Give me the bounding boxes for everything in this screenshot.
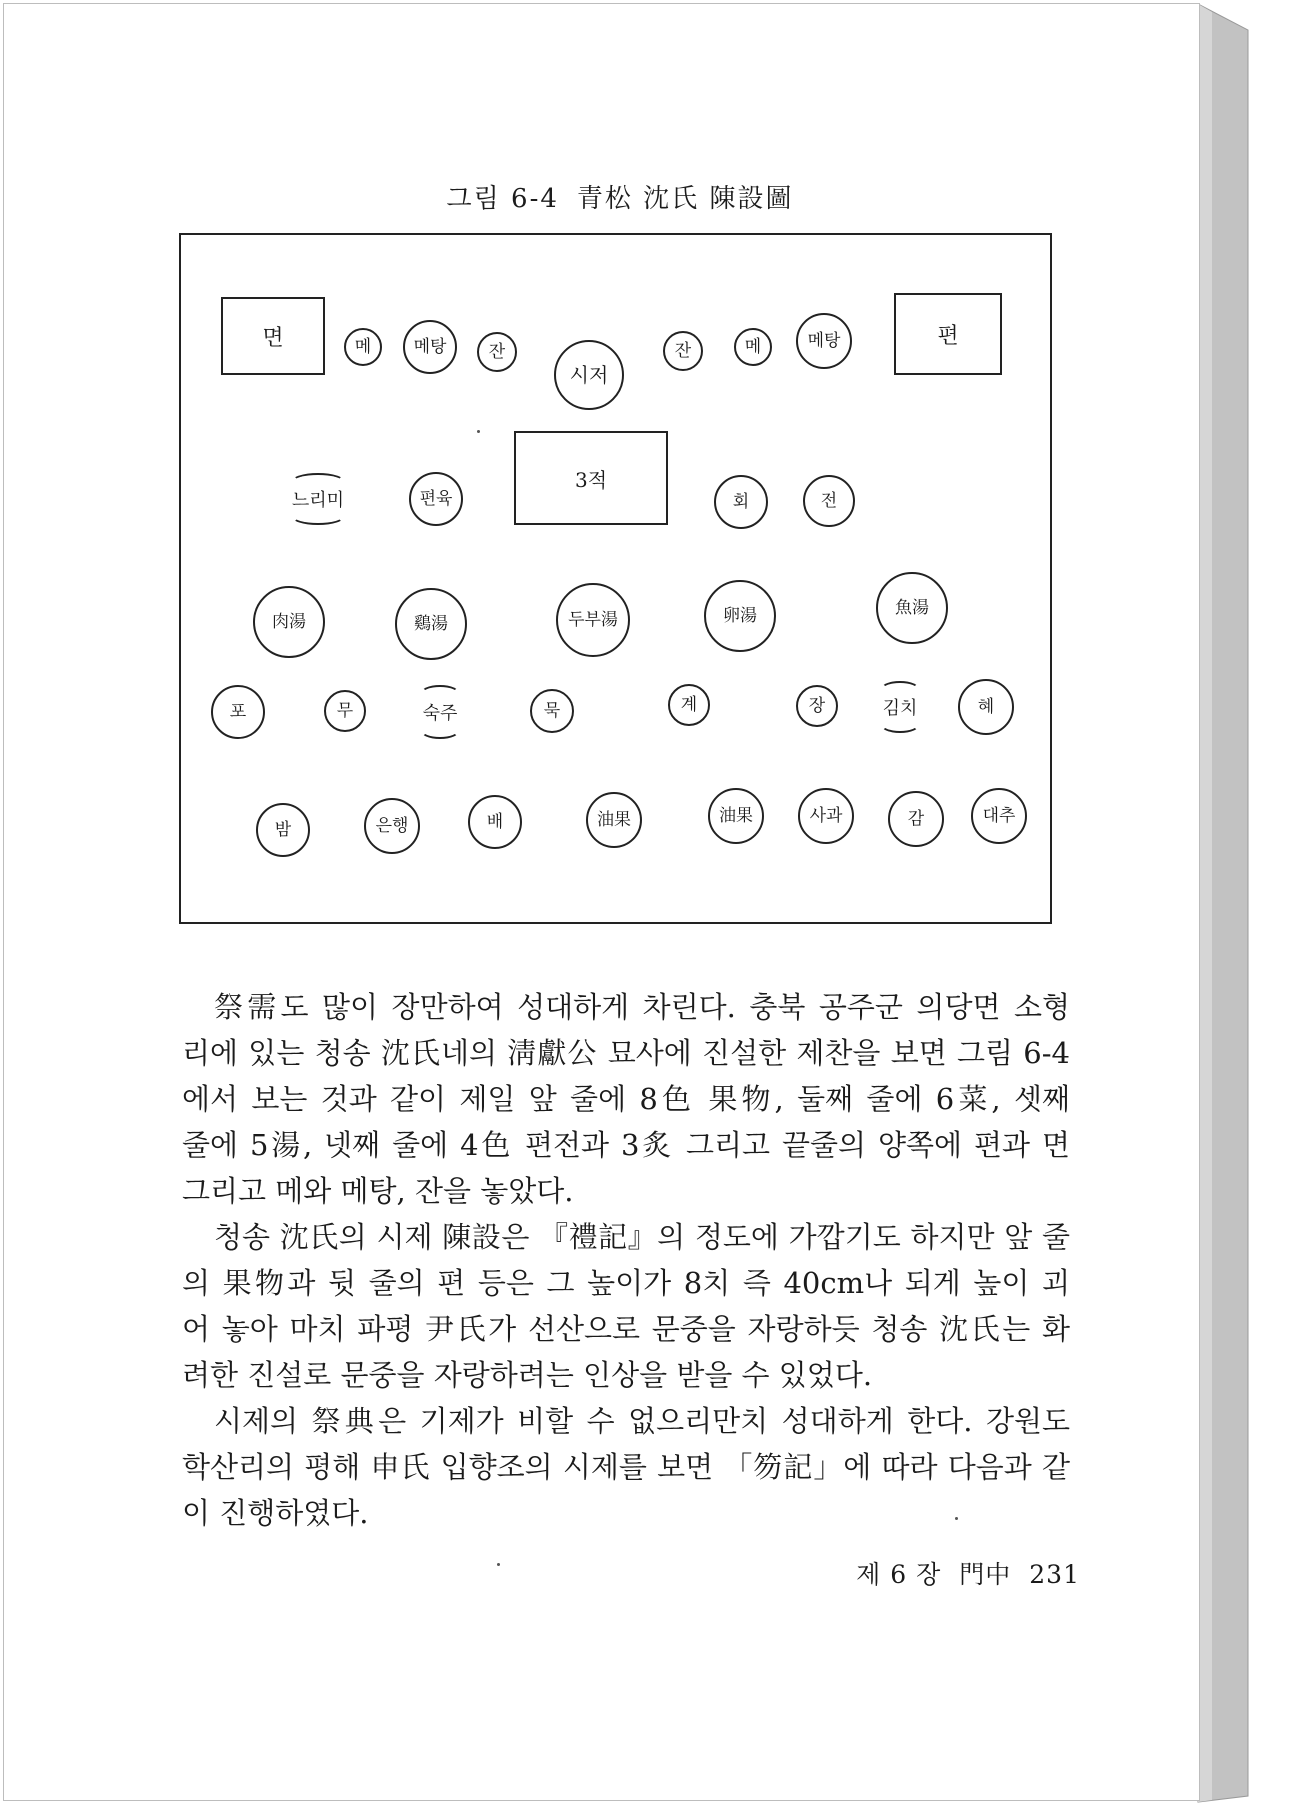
body-line: 청송 沈氏의 시제 陳設은 『禮記』의 정도에 가깝기도 하지만 앞 줄 xyxy=(214,1220,1070,1254)
dish: 잔 xyxy=(663,331,703,371)
body-line: 에서 보는 것과 같이 제일 앞 줄에 8色 果物, 둘째 줄에 6菜, 셋째 xyxy=(182,1082,1070,1116)
dish-fruit: 사과 xyxy=(798,788,854,844)
dish-fruit: 배 xyxy=(468,795,522,849)
body-line: 리에 있는 청송 沈氏네의 淸獻公 묘사에 진설한 제찬을 보면 그림 6-4 xyxy=(182,1036,1070,1070)
dish-rect-rice-cake: 편 xyxy=(894,293,1002,375)
figure-number: 그림 6-4 xyxy=(446,184,559,214)
page-footer xyxy=(820,1555,1080,1591)
dish-soup: 魚湯 xyxy=(876,572,948,644)
dish: 메 xyxy=(344,328,382,366)
body-line: 줄에 5湯, 넷째 줄에 4色 편전과 3炙 그리고 끝줄의 양쪽에 편과 면 xyxy=(182,1128,1070,1162)
body-line: 祭需도 많이 장만하여 성대하게 차린다. 충북 공주군 의당면 소형 xyxy=(214,990,1070,1024)
dish: 포 xyxy=(211,685,265,739)
dish-soup: 卵湯 xyxy=(704,580,776,652)
page-number: 231 xyxy=(1029,1560,1080,1589)
dish-rect-three-skewers: 3적 xyxy=(514,431,668,525)
dish-fruit: 밤 xyxy=(256,803,310,857)
dish: 전 xyxy=(803,475,855,527)
figure-title: 青松 沈氏 陳設圖 xyxy=(576,184,794,214)
dish-fruit: 대추 xyxy=(971,788,1027,844)
body-line: 의 果物과 뒷 줄의 편 등은 그 높이가 8치 즉 40cm나 되게 높이 괴 xyxy=(182,1266,1070,1300)
dish: 혜 xyxy=(958,679,1014,735)
dish: 김치 xyxy=(874,683,926,731)
speck xyxy=(477,430,480,433)
dish: 회 xyxy=(714,475,768,529)
dish: 계 xyxy=(668,684,710,726)
body-line: 그리고 메와 메탕, 잔을 놓았다. xyxy=(182,1174,574,1208)
dish-fruit: 油果 xyxy=(586,792,642,848)
dish: 잔 xyxy=(477,332,517,372)
section-label: 門中 xyxy=(959,1560,1012,1589)
dish-fruit: 油果 xyxy=(708,788,764,844)
dish: 메 xyxy=(734,328,772,366)
dish-soup: 肉湯 xyxy=(253,586,325,658)
chapter-label: 제 6 장 xyxy=(856,1560,942,1589)
dish: 메탕 xyxy=(403,320,457,374)
dish: 편육 xyxy=(409,472,463,526)
dish-rect-noodles: 면 xyxy=(221,297,325,375)
speck xyxy=(497,1563,500,1566)
body-line: 려한 진설로 문중을 자랑하려는 인상을 받을 수 있었다. xyxy=(182,1358,873,1392)
dish-soup: 鷄湯 xyxy=(395,588,467,660)
dish-spoon-chopsticks: 시저 xyxy=(554,340,624,410)
table-setting-diagram xyxy=(179,233,1052,924)
dish: 느리미 xyxy=(285,475,351,523)
speck xyxy=(955,1517,958,1520)
body-line: 시제의 祭典은 기제가 비할 수 없으리만치 성대하게 한다. 강원도 xyxy=(214,1404,1070,1438)
dish: 묵 xyxy=(530,689,574,733)
body-line: 이 진행하였다. xyxy=(182,1496,369,1530)
dish-fruit: 감 xyxy=(888,791,944,847)
dish: 메탕 xyxy=(796,313,852,369)
body-line: 어 놓아 마치 파평 尹氏가 선산으로 문중을 자랑하듯 청송 沈氏는 화 xyxy=(182,1312,1070,1346)
dish-soup: 두부湯 xyxy=(556,583,630,657)
dish: 장 xyxy=(796,685,838,727)
dish-fruit: 은행 xyxy=(364,798,420,854)
figure-caption xyxy=(180,178,1060,215)
body-line: 학산리의 평해 申氏 입향조의 시제를 보면 「笏記」에 따라 다음과 같 xyxy=(182,1450,1070,1484)
dish: 숙주 xyxy=(414,687,466,737)
dish: 무 xyxy=(324,690,366,732)
